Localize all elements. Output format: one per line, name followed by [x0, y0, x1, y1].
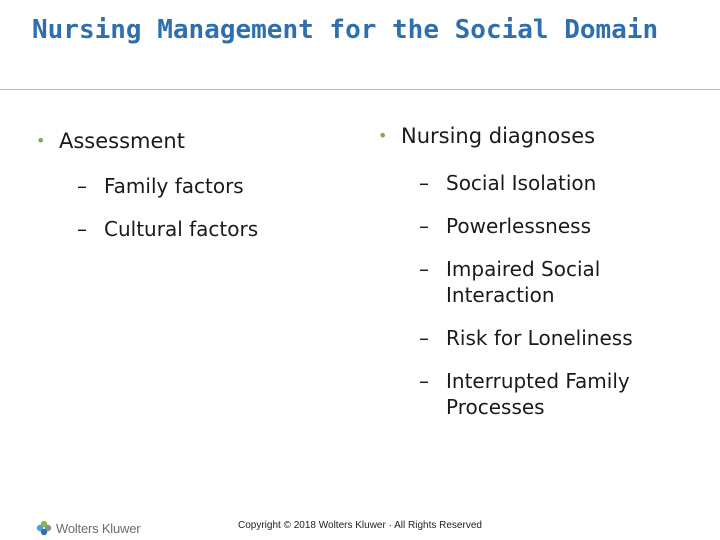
dash-icon: – — [77, 174, 87, 198]
footer-logo — [36, 520, 140, 536]
assessment-heading: Assessment — [59, 129, 185, 153]
dash-icon: – — [419, 369, 429, 393]
list-item-label: Powerlessness — [446, 214, 591, 238]
dash-icon: – — [77, 217, 87, 241]
dash-icon: – — [419, 326, 429, 350]
dash-icon: – — [419, 257, 429, 281]
dash-icon: – — [419, 171, 429, 195]
bullet-dot-icon: • — [378, 126, 388, 145]
list-item-label: Social Isolation — [446, 171, 597, 195]
list-item — [378, 325, 698, 351]
bullet-dot-icon: • — [36, 131, 46, 150]
list-item-label: Impaired Social Interaction — [446, 257, 601, 307]
list-item — [378, 213, 698, 239]
list-item — [36, 216, 336, 242]
copyright-text: Copyright © 2018 Wolters Kluwer · All Rights Reserved — [238, 520, 482, 531]
list-item-label: Risk for Loneliness — [446, 326, 633, 350]
diagnoses-heading: Nursing diagnoses — [401, 124, 596, 148]
diagnoses-bullet — [378, 121, 698, 151]
list-item-label: Interrupted Family Processes — [446, 369, 630, 419]
slide-title: Nursing Management for the Social Domain — [32, 15, 659, 45]
list-item — [36, 173, 336, 199]
list-item-label: Cultural factors — [104, 217, 259, 241]
list-item — [378, 368, 698, 420]
title-divider — [0, 89, 720, 90]
assessment-column — [36, 126, 336, 242]
dash-icon: – — [419, 214, 429, 238]
assessment-bullet — [36, 126, 336, 156]
list-item-label: Family factors — [104, 174, 244, 198]
list-item — [378, 170, 698, 196]
logo-text: Wolters Kluwer — [56, 520, 141, 536]
diagnoses-column — [378, 121, 698, 420]
wolters-kluwer-logo-icon — [36, 520, 52, 536]
list-item — [378, 256, 698, 308]
